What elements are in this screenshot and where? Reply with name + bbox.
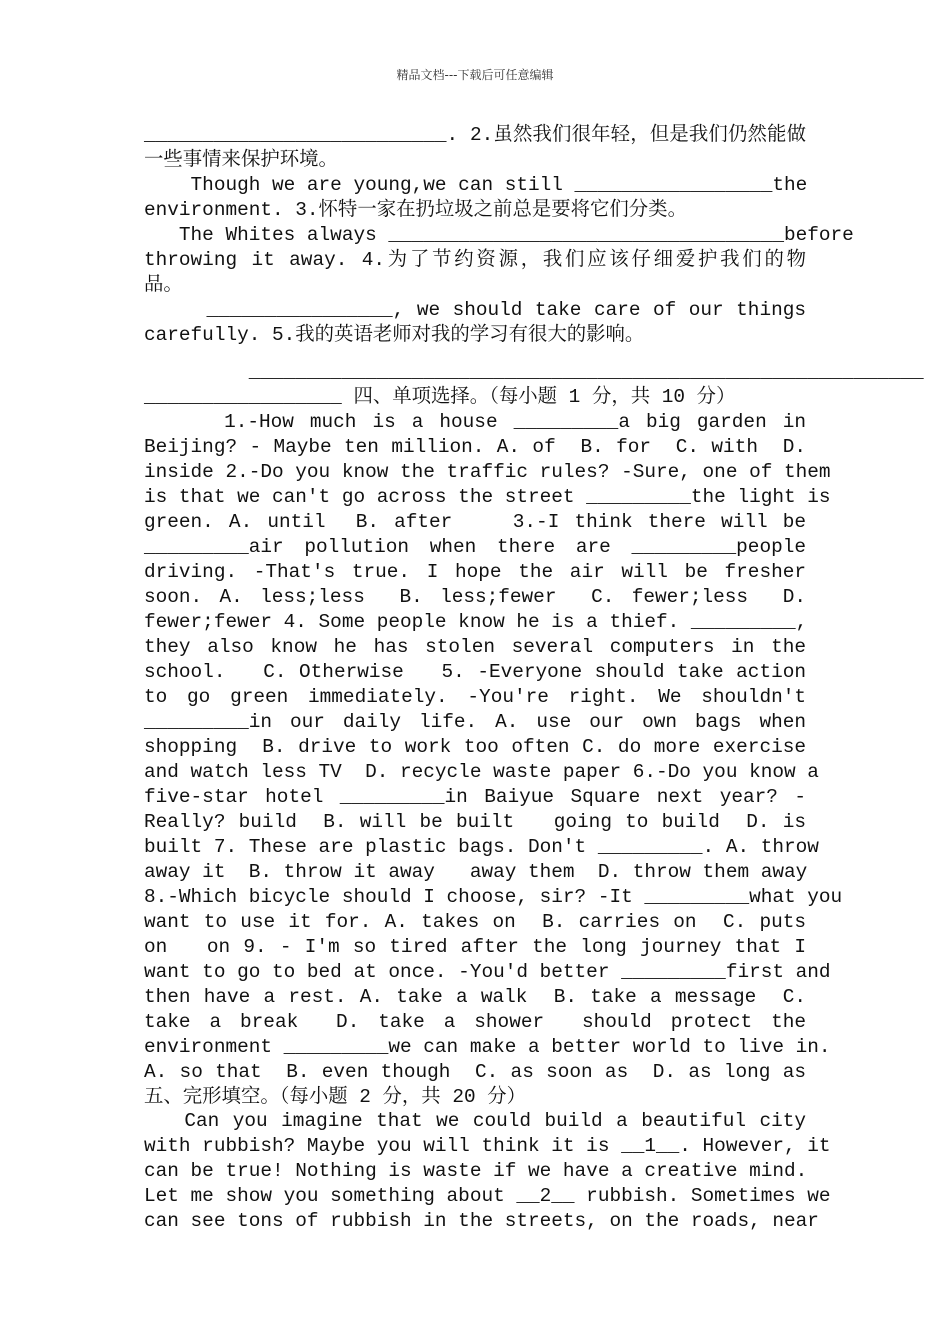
section-heading-single-choice: _________________ 四、单项选择。（每小题 1 分，共 10 分） [144,386,736,408]
passage-line: can see tons of rubbish in the streets, on the roads, near [144,1210,819,1232]
question-line: want to go to bed at once. -You′d better _________first and [144,961,831,983]
question-line: green. A. until B. after 3.-I think there will be [144,511,806,533]
question-line: _________in our daily life. A. use our own bags when [144,711,806,733]
question-line: _________air pollution when there are _________people [144,536,806,558]
section-heading-cloze: 五、完形填空。（每小题 2 分，共 20 分） [144,1086,527,1108]
question-line: A. so that B. even though C. as soon as D. as long as [144,1061,806,1083]
question-line: inside 2.-Do you know the traffic rules? -Sure, one of them [144,461,831,483]
question-line: on on 9. - I′m so tired after the long journey that I [144,936,806,958]
question-line: 1.-How much is a house _________a big garden in [144,411,806,433]
passage-line: Can you imagine that we could build a beautiful city [144,1110,806,1132]
question-line: then have a rest. A. take a walk B. take a message C. [144,986,806,1008]
question-line: school. C. Otherwise 5. -Everyone should take action [144,661,806,683]
question-line: soon. A. less;less B. less;fewer C. fewer;less D. [144,586,806,608]
question-line: built 7. These are plastic bags. Don′t _________. A. throw [144,836,819,858]
text-line: 品。 [144,274,183,296]
question-line: away it B. throw it away away them D. throw them away [144,861,808,883]
document-body [144,123,924,1234]
question-line: environment _________we can make a better world to live in. [144,1036,831,1058]
question-line: take a break D. take a shower should protect the [144,1011,806,1033]
question-line: they also know he has stolen several computers in the [144,636,806,658]
text-line: __________________________. 2.虽然我们很年轻，但是我们仍然能做 [144,124,806,146]
question-line: Beijing? - Maybe ten million. A. of B. for C. with D. [144,436,806,458]
passage-line: with rubbish? Maybe you will think it is __1__. However, it [144,1135,831,1157]
text-line: throwing it away. 4.为了节约资源，我们应该仔细爱护我们的物 [144,249,806,271]
question-line: and watch less TV D. recycle waste paper 6.-Do you know a [144,761,819,783]
question-line: want to use it for. A. takes on B. carries on C. puts [144,911,806,933]
text-line: environment. 3.怀特一家在扔垃圾之前总是要将它们分类。 [144,199,687,221]
question-line: five-star hotel _________in Baiyue Square next year? - [144,786,806,808]
question-line: driving. -That′s true. I hope the air will be fresher [144,561,806,583]
text-line: Though we are young,we can still _________________the [144,174,808,196]
passage-line: Let me show you something about __2__ rubbish. Sometimes we [144,1185,831,1207]
question-line: is that we can′t go across the street _________the light is [144,486,831,508]
text-line: The Whites always __________________________________before [144,224,854,246]
text-line: 一些事情来保护环境。 [144,149,338,171]
question-line: Really? build B. will be built going to build D. is [144,811,806,833]
question-line: fewer;fewer 4. Some people know he is a thief. _________, [144,611,808,633]
passage-line: can be true! Nothing is waste if we have a creative mind. [144,1160,808,1182]
answer-blank-line: __________________________________________________________ [144,361,924,383]
text-line: carefully. 5.我的英语老师对我的学习有很大的影响。 [144,324,645,346]
question-line: 8.-Which bicycle should I choose, sir? -It _________what you [144,886,843,908]
text-line: ________________, we should take care of our things [144,299,806,321]
question-line: shopping B. drive to work too often C. do more exercise [144,736,806,758]
page-header-watermark: 精品文档---下载后可任意编辑 [396,68,554,82]
question-line: to go green immediately. -You′re right. We shouldn′t [144,686,806,708]
